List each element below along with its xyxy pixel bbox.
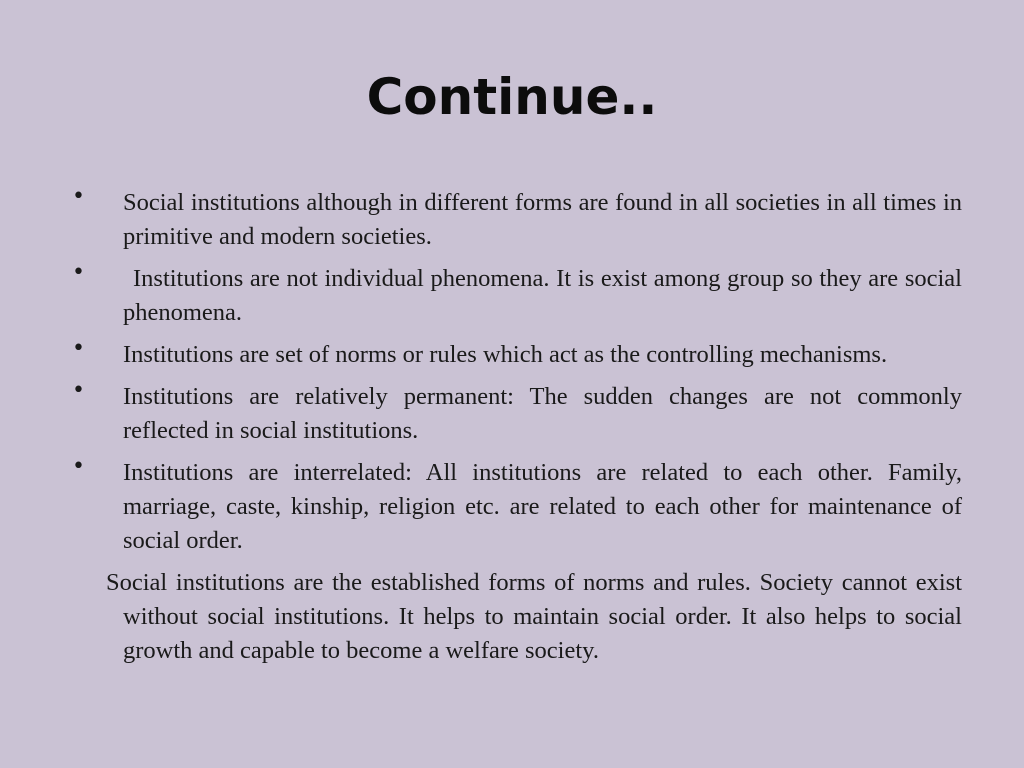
bullet-dot-icon: • bbox=[72, 260, 85, 285]
bullet-dot-icon: • bbox=[72, 378, 85, 403]
bullet-dot-icon: • bbox=[72, 184, 85, 209]
bullet-dot-icon: • bbox=[72, 454, 85, 479]
bullet-item bbox=[72, 186, 962, 254]
slide-title: Continue.. bbox=[366, 68, 658, 126]
bullet-item bbox=[72, 456, 962, 558]
bullet-item bbox=[72, 262, 962, 330]
bullet-item bbox=[72, 338, 962, 372]
bullet-dot-icon: • bbox=[72, 336, 85, 361]
bullet-text: Institutions are interrelated: All institutions are related to each other. Family, marriage, caste, kinship, religion etc. are related to each other for maintenance of social order. bbox=[123, 459, 962, 554]
closing-paragraph: Social institutions are the established forms of norms and rules. Society cannot exist without social institutions. It helps to maintain social order. It also helps to social growth and capable to become a welfare society. bbox=[106, 569, 962, 664]
slide-body bbox=[72, 186, 962, 668]
bullet-text: Social institutions although in different forms are found in all societies in all times in primitive and modern societies. bbox=[123, 189, 962, 250]
bullet-text: Institutions are not individual phenomena. It is exist among group so they are social phenomena. bbox=[123, 265, 962, 326]
bullet-text: Institutions are set of norms or rules which act as the controlling mechanisms. bbox=[123, 341, 888, 368]
bullet-item bbox=[72, 380, 962, 448]
bullet-text: Institutions are relatively permanent: The sudden changes are not commonly reflected in social institutions. bbox=[123, 383, 962, 444]
